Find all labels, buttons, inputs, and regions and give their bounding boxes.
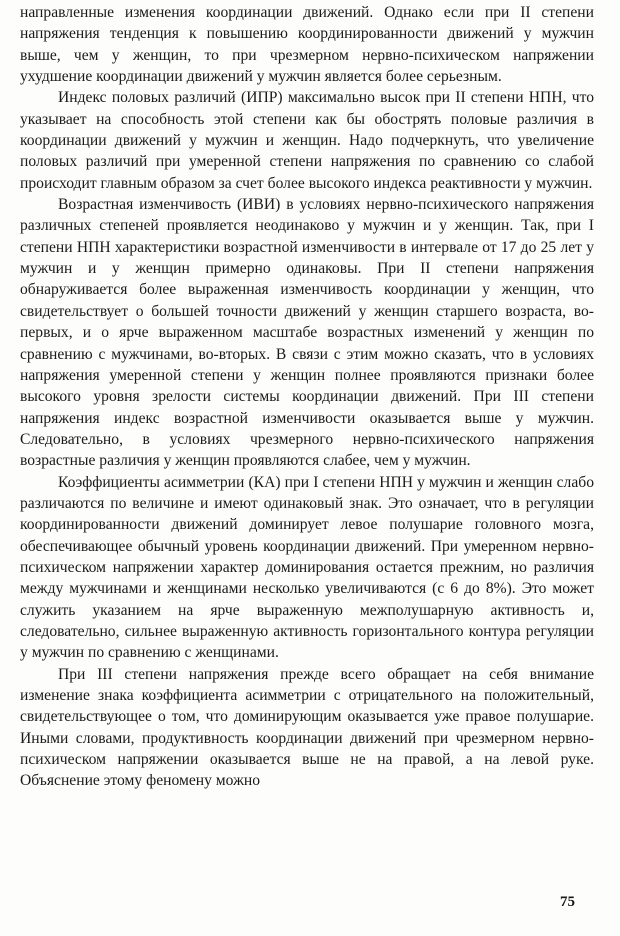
paragraph-stage-three: При III степени напряжения прежде всего обращает на себя внимание изменение знака коэффициента асимметрии с отрицательного на положительный, свидетельствующее о том, что доминирующим оказывается уже правое полушарие. Иными словами, продуктивность координации движений при чрезмерном нервно-психическом напряжении оказывается выше не на правой, а на левой руке. Объяснение этому феномену можно	[20, 665, 594, 790]
paragraph-ka: Коэффициенты асимметрии (КА) при I степени НПН у мужчин и женщин слабо различаются по величине и имеют одинаковый знак. Это означает, что в регуляции координированности движений доминирует левое полушарие головного мозга, обеспечивающее обычный уровень координации движений. При умеренном нервно-психическом напряжении характер доминирования остается прежним, но различия между мужчинами и женщинами несколько увеличиваются (с 6 до 8%). Это может служить указанием на ярче выраженную межполушарную активность и, следовательно, сильнее выраженную активность горизонтального контура регуляции у мужчин по сравнению с женщинами.	[20, 473, 594, 662]
paragraph-ipr: Индекс половых различий (ИПР) максимально высок при II степени НПН, что указывает на способность этой степени как бы обострять половые различия в координации движений у мужчин и женщин. Надо подчеркнуть, что увеличение половых различий при умеренной степени напряжения по сравнению со слабой происходит главным образом за счет более высокого индекса реактивности у мужчин.	[20, 89, 594, 192]
paragraph-continued: направленные изменения координации движений. Однако если при II степени напряжения тенденция к повышению координированности движений у мужчин выше, чем у женщин, то при чрезмерном нервно-психическом напряжении ухудшение координации движений у мужчин является более серьезным.	[20, 4, 594, 86]
paragraph-ivi: Возрастная изменчивость (ИВИ) в условиях нервно-психического напряжения различных степеней проявляется неодинаково у мужчин и у женщин. Так, при I степени НПН характеристики возрастной изменчивости в интервале от 17 до 25 лет у мужчин и у женщин примерно одинаковы. При II степени напряжения обнаруживается более выраженная изменчивость координации у женщин, что свидетельствует о большей точности движений у женщин старшего возраста, во-первых, и о ярче выраженном масштабе возрастных изменений у женщин по сравнению с мужчинами, во-вторых. В связи с этим можно сказать, что в условиях напряжения умеренной степени у женщин полнее проявляются признаки более высокого уровня зрелости системы координации движений. При III степени напряжения индекс возрастной изменчивости оказывается выше у мужчин. Следовательно, в условиях чрезмерного нервно-психического напряжения возрастные различия у женщин проявляются слабее, чем у мужчин.	[20, 196, 594, 470]
page-number: 75	[560, 894, 575, 910]
body-text	[20, 2, 594, 792]
